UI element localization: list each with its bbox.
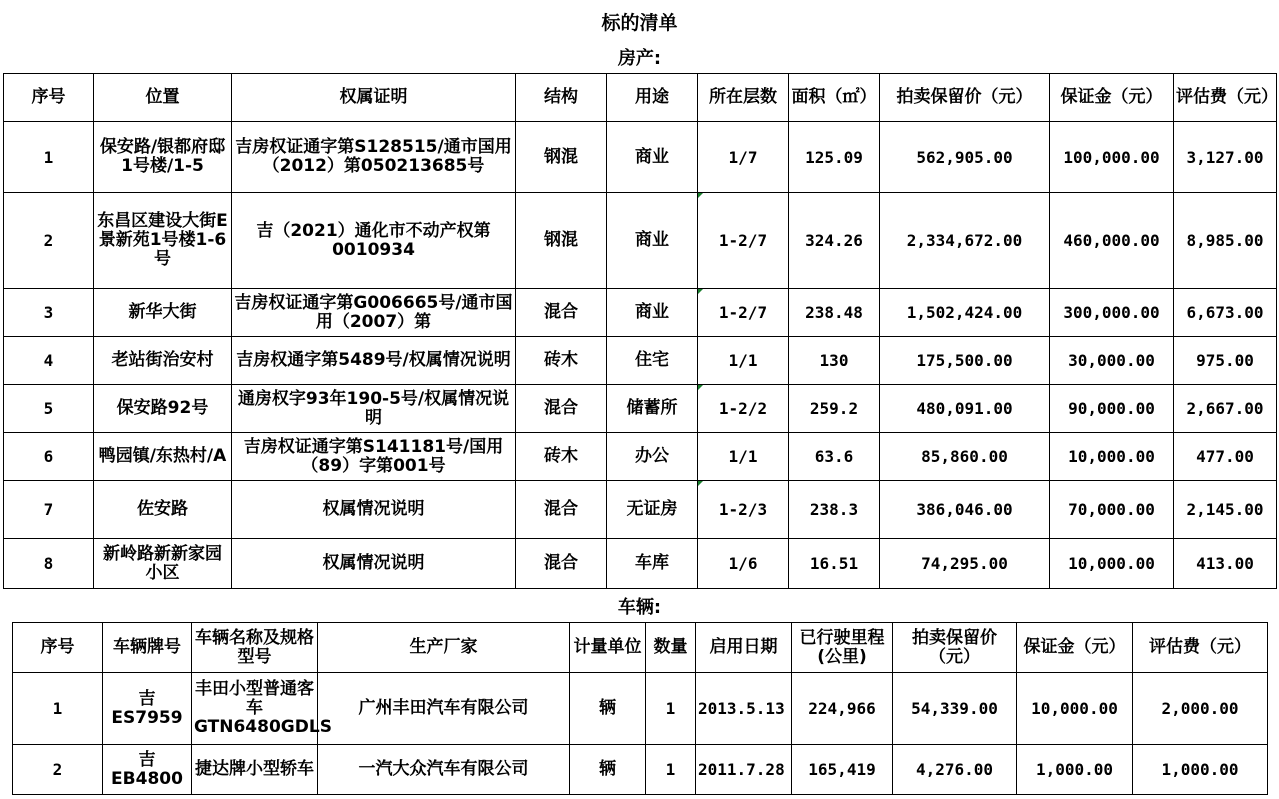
usage-cell: 商业 (607, 193, 698, 289)
house-row (4, 433, 1277, 481)
location-cell: 老站街治安村 (94, 337, 232, 385)
floor-cell: 1-2/7 (698, 193, 789, 289)
model-cell: 丰田小型普通客车GTN6480GDLS (192, 673, 318, 745)
floor-cell: 1/1 (698, 433, 789, 481)
header-cell: 拍卖保留价（元） (893, 623, 1017, 673)
usage-cell: 车库 (607, 539, 698, 589)
header-cell: 序号 (13, 623, 103, 673)
reserve-price-cell: 54,339.00 (893, 673, 1017, 745)
reserve-price-cell: 74,295.00 (880, 539, 1050, 589)
header-cell: 数量 (646, 623, 696, 673)
deposit-cell: 100,000.00 (1050, 122, 1174, 193)
row-number: 2 (4, 193, 94, 289)
quantity-cell: 1 (646, 745, 696, 795)
area-cell: 125.09 (789, 122, 880, 193)
appraisal-fee-cell: 975.00 (1174, 337, 1277, 385)
row-number: 6 (4, 433, 94, 481)
header-cell: 保证金（元） (1017, 623, 1133, 673)
plate-cell: 吉EB4800 (103, 745, 192, 795)
location-cell: 新华大街 (94, 289, 232, 337)
plate-cell: 吉ES7959 (103, 673, 192, 745)
deposit-cell: 70,000.00 (1050, 481, 1174, 539)
ownership-proof-cell: 通房权字93年190-5号/权属情况说明 (232, 385, 516, 433)
header-cell: 位置 (94, 74, 232, 122)
reserve-price-cell: 562,905.00 (880, 122, 1050, 193)
header-cell: 面积（㎡） (789, 74, 880, 122)
deposit-cell: 90,000.00 (1050, 385, 1174, 433)
structure-cell: 混合 (516, 289, 607, 337)
vehicle-row (13, 745, 1268, 795)
area-cell: 324.26 (789, 193, 880, 289)
header-cell: 已行驶里程(公里) (792, 623, 893, 673)
header-cell: 评估费（元） (1133, 623, 1268, 673)
unit-cell: 辆 (570, 745, 646, 795)
location-cell: 佐安路 (94, 481, 232, 539)
house-row (4, 289, 1277, 337)
appraisal-fee-cell: 8,985.00 (1174, 193, 1277, 289)
house-row (4, 385, 1277, 433)
deposit-cell: 30,000.00 (1050, 337, 1174, 385)
appraisal-fee-cell: 2,667.00 (1174, 385, 1277, 433)
house-row (4, 539, 1277, 589)
row-number: 3 (4, 289, 94, 337)
deposit-cell: 10,000.00 (1050, 539, 1174, 589)
appraisal-fee-cell: 413.00 (1174, 539, 1277, 589)
area-cell: 16.51 (789, 539, 880, 589)
ownership-proof-cell: 吉房权证通字第S128515/通市国用（2012）第050213685号 (232, 122, 516, 193)
deposit-cell: 1,000.00 (1017, 745, 1133, 795)
floor-cell: 1-2/7 (698, 289, 789, 337)
ownership-proof-cell: 吉房权通字第5489号/权属情况说明 (232, 337, 516, 385)
floor-cell: 1-2/3 (698, 481, 789, 539)
ownership-proof-cell: 吉房权证通字第S141181号/国用（89）字第001号 (232, 433, 516, 481)
house-row (4, 193, 1277, 289)
usage-cell: 商业 (607, 289, 698, 337)
maker-cell: 广州丰田汽车有限公司 (318, 673, 570, 745)
row-number: 1 (4, 122, 94, 193)
usage-cell: 无证房 (607, 481, 698, 539)
location-cell: 保安路/银都府邸1号楼/1-5 (94, 122, 232, 193)
ownership-proof-cell: 吉房权证通字第G006665号/通市国用（2007）第 (232, 289, 516, 337)
appraisal-fee-cell: 3,127.00 (1174, 122, 1277, 193)
header-cell: 权属证明 (232, 74, 516, 122)
area-cell: 259.2 (789, 385, 880, 433)
house-row (4, 481, 1277, 539)
house-table (3, 73, 1277, 589)
usage-cell: 储蓄所 (607, 385, 698, 433)
header-cell: 启用日期 (696, 623, 792, 673)
maker-cell: 一汽大众汽车有限公司 (318, 745, 570, 795)
appraisal-fee-cell: 6,673.00 (1174, 289, 1277, 337)
structure-cell: 钢混 (516, 193, 607, 289)
mileage-cell: 165,419 (792, 745, 893, 795)
appraisal-fee-cell: 2,145.00 (1174, 481, 1277, 539)
floor-cell: 1/7 (698, 122, 789, 193)
structure-cell: 钢混 (516, 122, 607, 193)
structure-cell: 砖木 (516, 337, 607, 385)
ownership-proof-cell: 吉（2021）通化市不动产权第0010934 (232, 193, 516, 289)
location-cell: 保安路92号 (94, 385, 232, 433)
appraisal-fee-cell: 1,000.00 (1133, 745, 1268, 795)
structure-cell: 砖木 (516, 433, 607, 481)
floor-cell: 1-2/2 (698, 385, 789, 433)
structure-cell: 混合 (516, 539, 607, 589)
header-cell: 车辆名称及规格型号 (192, 623, 318, 673)
appraisal-fee-cell: 2,000.00 (1133, 673, 1268, 745)
header-cell: 结构 (516, 74, 607, 122)
mileage-cell: 224,966 (792, 673, 893, 745)
deposit-cell: 460,000.00 (1050, 193, 1174, 289)
header-cell: 序号 (4, 74, 94, 122)
house-row (4, 337, 1277, 385)
reserve-price-cell: 386,046.00 (880, 481, 1050, 539)
row-number: 4 (4, 337, 94, 385)
house-header-row (4, 74, 1277, 122)
vehicle-row (13, 673, 1268, 745)
location-cell: 新岭路新新家园小区 (94, 539, 232, 589)
house-section-heading: 房产: (617, 48, 662, 69)
reserve-price-cell: 2,334,672.00 (880, 193, 1050, 289)
model-cell: 捷达牌小型轿车 (192, 745, 318, 795)
floor-cell: 1/1 (698, 337, 789, 385)
unit-cell: 辆 (570, 673, 646, 745)
location-cell: 鸭园镇/东热村/A (94, 433, 232, 481)
deposit-cell: 300,000.00 (1050, 289, 1174, 337)
vehicle-header-row (13, 623, 1268, 673)
house-row (4, 122, 1277, 193)
document-title: 标的清单 (601, 12, 678, 34)
vehicle-section-heading: 车辆: (617, 597, 662, 618)
reserve-price-cell: 4,276.00 (893, 745, 1017, 795)
reserve-price-cell: 175,500.00 (880, 337, 1050, 385)
start-date-cell: 2011.7.28 (696, 745, 792, 795)
usage-cell: 办公 (607, 433, 698, 481)
header-cell: 保证金（元） (1050, 74, 1174, 122)
ownership-proof-cell: 权属情况说明 (232, 481, 516, 539)
header-cell: 拍卖保留价（元） (880, 74, 1050, 122)
row-number: 7 (4, 481, 94, 539)
header-cell: 车辆牌号 (103, 623, 192, 673)
structure-cell: 混合 (516, 481, 607, 539)
usage-cell: 商业 (607, 122, 698, 193)
area-cell: 238.48 (789, 289, 880, 337)
reserve-price-cell: 480,091.00 (880, 385, 1050, 433)
area-cell: 130 (789, 337, 880, 385)
deposit-cell: 10,000.00 (1050, 433, 1174, 481)
area-cell: 63.6 (789, 433, 880, 481)
structure-cell: 混合 (516, 385, 607, 433)
usage-cell: 住宅 (607, 337, 698, 385)
ownership-proof-cell: 权属情况说明 (232, 539, 516, 589)
reserve-price-cell: 85,860.00 (880, 433, 1050, 481)
header-cell: 所在层数 (698, 74, 789, 122)
reserve-price-cell: 1,502,424.00 (880, 289, 1050, 337)
row-number: 1 (13, 673, 103, 745)
location-cell: 东昌区建设大街E景新苑1号楼1-6号 (94, 193, 232, 289)
quantity-cell: 1 (646, 673, 696, 745)
floor-cell: 1/6 (698, 539, 789, 589)
header-cell: 生产厂家 (318, 623, 570, 673)
appraisal-fee-cell: 477.00 (1174, 433, 1277, 481)
deposit-cell: 10,000.00 (1017, 673, 1133, 745)
area-cell: 238.3 (789, 481, 880, 539)
start-date-cell: 2013.5.13 (696, 673, 792, 745)
header-cell: 计量单位 (570, 623, 646, 673)
row-number: 8 (4, 539, 94, 589)
header-cell: 评估费（元） (1174, 74, 1277, 122)
vehicle-table (12, 622, 1268, 795)
header-cell: 用途 (607, 74, 698, 122)
row-number: 2 (13, 745, 103, 795)
row-number: 5 (4, 385, 94, 433)
